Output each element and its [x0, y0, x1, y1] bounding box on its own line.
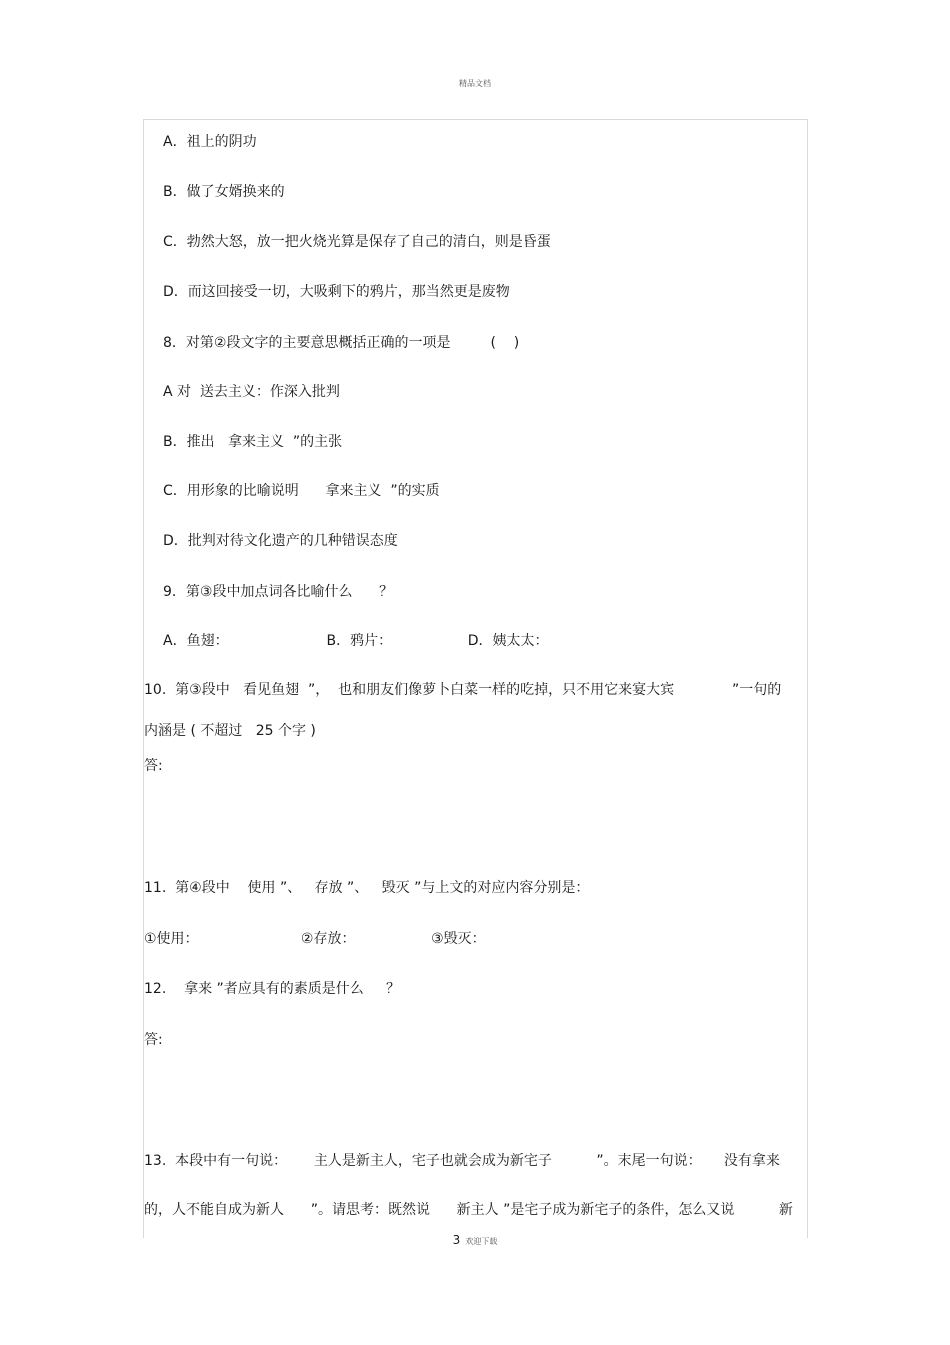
q7-option-b: B．做了女婿换来的: [163, 184, 285, 200]
q10-line-2: 内涵是 ( 不超过 25 个字 ): [144, 723, 316, 739]
q7-option-c: C．勃然大怒，放一把火烧光算是保存了自己的清白，则是昏蛋: [163, 234, 551, 250]
q11-stem: 11. 第④段中 使用 ”、 存放 ”、 毁灭 ”与上文的对应内容分别是：: [144, 880, 590, 896]
q9-stem: 9．第③段中加点词各比喻什么 ？: [163, 584, 394, 600]
q12-answer-label: 答:: [144, 1032, 163, 1048]
page-footer: [0, 1229, 950, 1248]
q7-option-a: A．祖上的阴功: [163, 134, 257, 150]
q9-options: A．鱼翅： B．鸦片： D．姨太太：: [163, 633, 549, 649]
q12-stem: 12. 拿来 ”者应具有的素质是什么 ？: [144, 981, 401, 997]
page-number: 3: [452, 1233, 461, 1247]
q8-option-d: D．批判对待文化遗产的几种错误态度: [163, 533, 398, 549]
q13-line-2: 的，人不能自成为新人 ”。请思考：既然说 新主人 ”是宅子成为新宅子的条件，怎么又说 新: [144, 1202, 793, 1218]
q7-option-d: D．而这回接受一切，大吸剩下的鸦片，那当然更是废物: [163, 284, 510, 300]
q13-line-1: 13. 本段中有一句说： 主人是新主人，宅子也就会成为新宅子 ”。末尾一句说： 没有拿来: [144, 1153, 780, 1169]
q10-answer-label: 答:: [144, 758, 163, 774]
q8-option-a: A 对 送去主义：作深入批判: [163, 384, 340, 400]
page-header: 精品文档: [459, 79, 491, 88]
q10-line-1: 10. 第③段中 看见鱼翅 ”， 也和朋友们像萝卜白菜一样的吃掉，只不用它来宴大宾 ”一句的: [144, 682, 782, 698]
q8-stem: 8．对第②段文字的主要意思概括正确的一项是 ( ): [163, 335, 520, 351]
q8-option-b: B．推出 拿来主义 ”的主张: [163, 434, 343, 450]
q11-options: ①使用： ②存放： ③毁灭：: [144, 931, 486, 947]
footer-label: 欢迎下载: [465, 1237, 498, 1246]
q8-option-c: C．用形象的比喻说明 拿来主义 ”的实质: [163, 483, 440, 499]
